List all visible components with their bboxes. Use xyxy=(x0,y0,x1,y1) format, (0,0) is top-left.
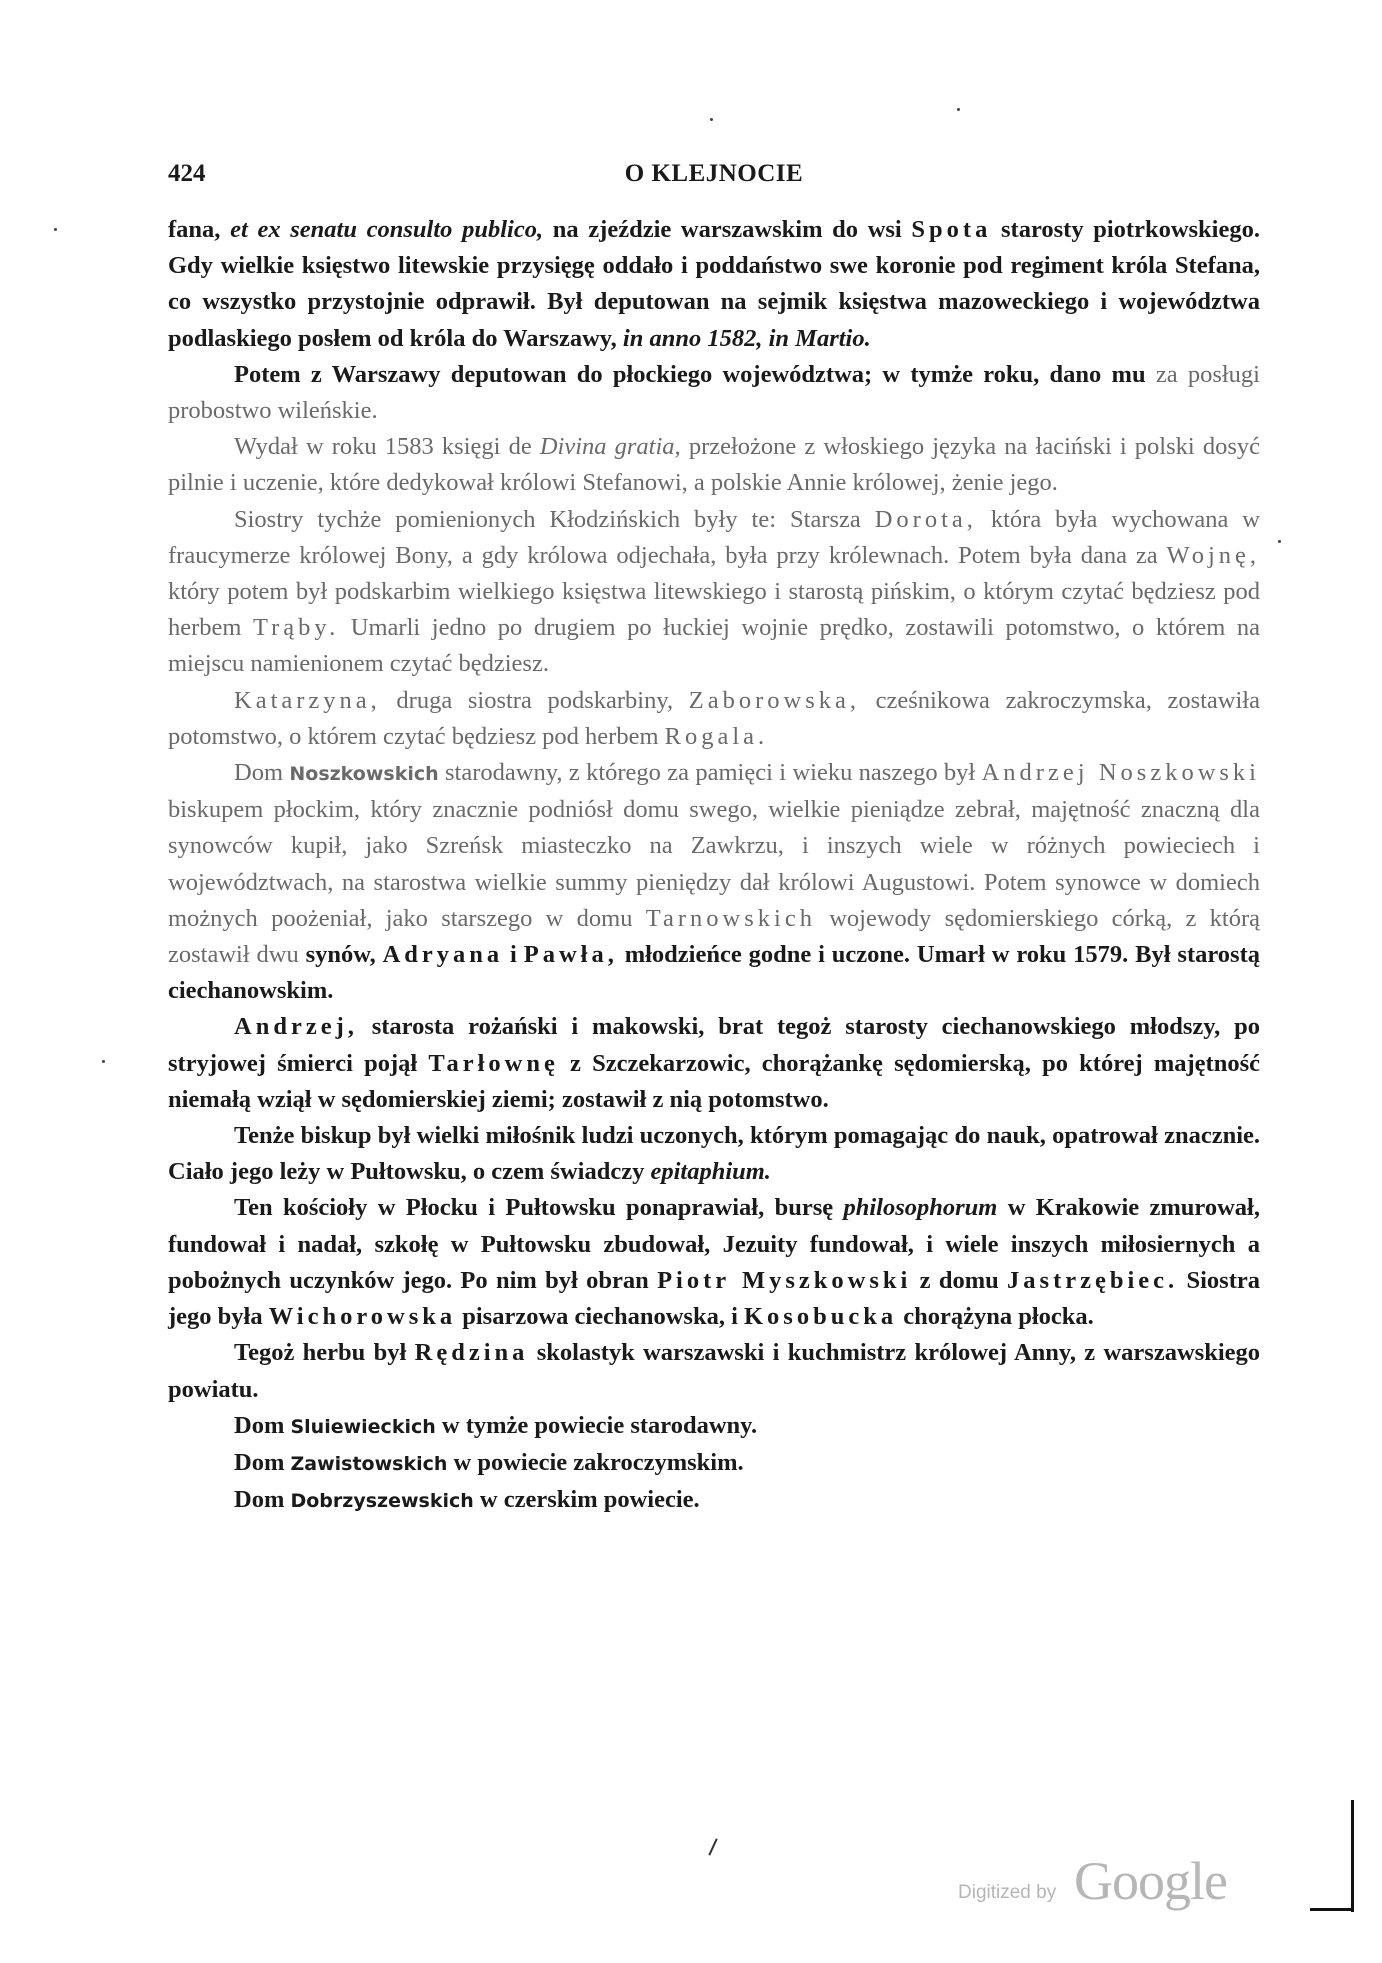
scan-edge-horizontal xyxy=(1310,1908,1354,1911)
scan-speck xyxy=(102,1060,105,1063)
ink-mark xyxy=(708,1838,717,1855)
scan-edge-vertical xyxy=(1351,1800,1354,1912)
scan-speck xyxy=(1278,540,1281,543)
body-text xyxy=(168,212,1260,1519)
watermark-small-text: Digitized by xyxy=(958,1882,1057,1903)
paragraph-10: Tegoż herbu był Rędzina skolastyk warszawski i kuchmistrz królowej Anny, z warszawskiego powiatu. xyxy=(168,1339,1260,1403)
paragraph-2: Potem z Warszawy deputowan do płockiego województwa; w tymże roku, dano mu za posługi probostwo wileńskie. xyxy=(168,360,1260,425)
paragraph-13: Dom Dobrzyszewskich w czerskim powiecie. xyxy=(234,1486,700,1514)
paragraph-8: Tenże biskup był wielki miłośnik ludzi uczonych, którym pomagając do nauk, opatrował znacznie. Ciało jego leży w Pułtowsku, o czem świadczy epitaphium. xyxy=(168,1122,1260,1186)
paragraph-3: Wydał w roku 1583 księgi de Divina gratia, przełożone z włoskiego języka na łaciński i polski dosyć pilnie i uczenie, które dedykował królowi Stefanowi, a polskie Annie królowej, żenie jego. xyxy=(168,433,1260,497)
paragraph-12: Dom Zawistowskich w powiecie zakroczymskim. xyxy=(234,1448,744,1476)
page-number: 424 xyxy=(168,160,206,187)
scan-speck xyxy=(957,108,960,111)
digitized-by-google-watermark xyxy=(958,1852,1238,1916)
watermark-logo-text: Google xyxy=(1074,1851,1227,1911)
paragraph-1: fana, et ex senatu consulto publico, na zjeździe warszawskim do wsi Spota starosty piotrkowskiego. Gdy wielkie księstwo litewskie przysięgę oddało i poddaństwo swe koronie pod regiment króla Stefana, co wszystko przystojnie odprawił. Był deputowan na sejmik księstwa mazoweckiego i województwa podlaskiego posłem od króla do Warszawy, in anno 1582, in Martio. xyxy=(168,216,1260,352)
paragraph-9: Ten kościoły w Płocku i Pułtowsku ponaprawiał, bursę philosophorum w Krakowie zmurował, fundował i nadał, szkołę w Pułtowsku zbudował, Jezuity fundował, i wiele inszych miłosiernych a pobożnych uczynków jego. Po nim był obran Piotr Myszkowski z domu Jastrzębiec. Siostra jego była Wichorowska pisarzowa ciechanowska, i Kosobucka chorążyna płocka. xyxy=(168,1194,1260,1331)
paragraph-5: Katarzyna, druga siostra podskarbiny, Zaborowska, cześnikowa zakroczymska, zostawiła potomstwo, o którem czytać będziesz pod herbem Rogala. xyxy=(168,686,1260,750)
paragraph-4: Siostry tychże pomienionych Kłodzińskich były te: Starsza Dorota, która była wychowana w fraucymerze królowej Bony, a gdy królowa odjechała, była przy królewnach. Potem była dana za Wojnę, który potem był podskarbim wielkiego księstwa litewskiego i starostą pińskim, o którym czytać będziesz pod herbem Trąby. Umarli jedno po drugiem po łuckiej wojnie prędko, zostawili potomstwo, o którem na miejscu namienionem czytać będziesz. xyxy=(168,505,1260,678)
paragraph-7: Andrzej, starosta rożański i makowski, brat tegoż starosty ciechanowskiego młodszy, po stryjowej śmierci pojął Tarłownę z Szczekarzowic, chorążankę sędomierską, po której majętność niemałą wziął w sędomierskiej ziemi; zostawił z nią potomstwo. xyxy=(168,1013,1260,1113)
scan-speck xyxy=(710,118,713,121)
scan-speck xyxy=(54,228,57,231)
page-header xyxy=(168,160,1260,196)
paragraph-6: Dom Noszkowskich starodawny, z którego za pamięci i wieku naszego był Andrzej Noszkowski biskupem płockim, który znacznie podniósł domu swego, wielkie pieniądze zebrał, majętność znaczną dla synowców kupił, jako Szreńsk miasteczko na Zawkrzu, i inszych wiele w różnych powieciech i województwach, na starostwa wielkie summy pieniędzy dał królowi Augustowi. Potem synowce w domiech możnych poożeniał, jako starszego w domu Tarnowskich wojewody sędomierskiego córką, z którą zostawił dwu synów, Adryana i Pawła, młodzieńce godne i uczone. Umarł w roku 1579. Był starostą ciechanowskim. xyxy=(168,759,1260,1005)
paragraph-11: Dom Sluiewieckich w tymże powiecie starodawny. xyxy=(234,1411,758,1439)
running-title: O KLEJNOCIE xyxy=(624,160,804,187)
